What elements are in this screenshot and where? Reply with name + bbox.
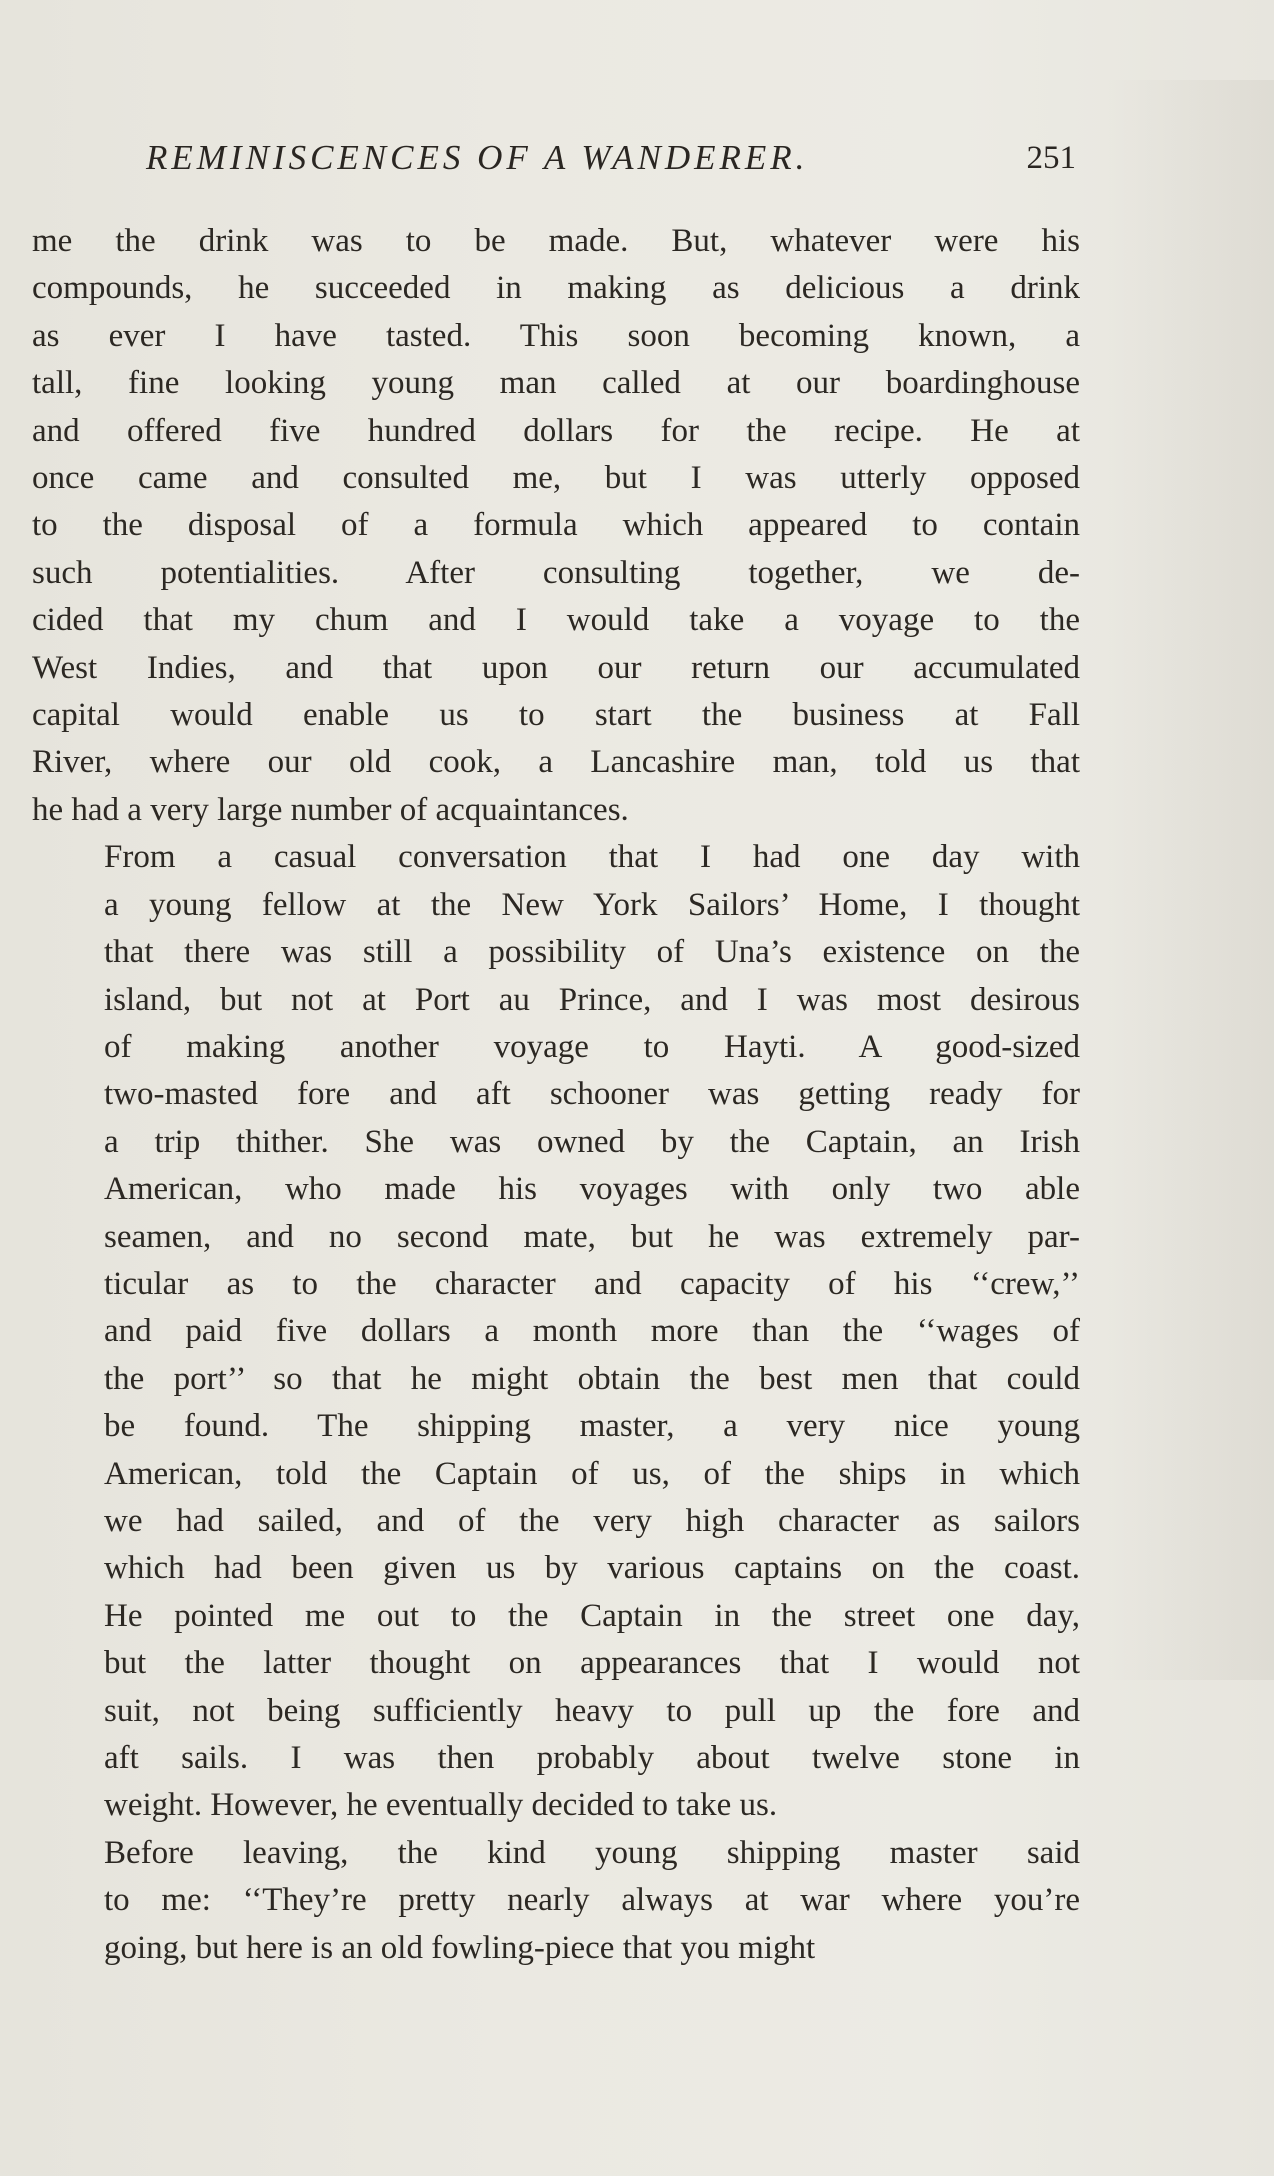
running-title: REMINISCENCES OF A WANDERER.: [146, 138, 809, 177]
text-line: as ever I have tasted. This soon becoming known, a: [32, 317, 1080, 354]
text-line: and offered five hundred dollars for the recipe. He at: [32, 412, 1080, 449]
text-line: compounds, he succeeded in making as delicious a drink: [32, 270, 1080, 307]
text-line: of making another voyage to Hayti. A good-sized: [104, 1028, 1080, 1065]
text-line: aft sails. I was then probably about twelve stone in: [104, 1740, 1080, 1776]
text-line: me the drink was to be made. But, whatever were his: [32, 223, 1080, 259]
text-line: to me: ‘‘They’re pretty nearly always at war where you’re: [104, 1882, 1080, 1919]
text-line: to the disposal of a formula which appeared to contain: [32, 507, 1080, 544]
body-text: [32, 218, 1080, 1972]
text-line: two-masted fore and aft schooner was getting ready for: [104, 1076, 1080, 1113]
page-header: [146, 138, 1076, 184]
text-line: which had been given us by various captains on the coast.: [104, 1550, 1080, 1587]
text-line: going, but here is an old fowling-piece that you might: [104, 1929, 816, 1966]
text-line: we had sailed, and of the very high character as sailors: [104, 1502, 1080, 1539]
text-line: a trip thither. She was owned by the Captain, an Irish: [104, 1123, 1080, 1160]
text-line: the port’’ so that he might obtain the best men that could: [104, 1360, 1080, 1397]
text-line: He pointed me out to the Captain in the street one day,: [104, 1597, 1080, 1634]
text-line: suit, not being sufficiently heavy to pull up the fore and: [104, 1692, 1080, 1729]
text-line: West Indies, and that upon our return our accumulated: [32, 649, 1080, 686]
text-line: but the latter thought on appearances that I would not: [104, 1645, 1080, 1682]
text-line: ticular as to the character and capacity of his ‘‘crew,’’: [104, 1265, 1080, 1302]
text-line: and paid five dollars a month more than the ‘‘wages of: [104, 1313, 1080, 1350]
page-number: 251: [1026, 140, 1076, 176]
text-line: island, but not at Port au Prince, and I was most desirous: [104, 981, 1080, 1018]
text-line: once came and consulted me, but I was utterly opposed: [32, 460, 1080, 497]
show-through-shadow: [1104, 80, 1274, 1680]
text-line: weight. However, he eventually decided to take us.: [104, 1787, 778, 1824]
paragraph: [32, 218, 1080, 834]
text-line: a young fellow at the New York Sailors’ Home, I thought: [104, 886, 1080, 923]
text-line: capital would enable us to start the business at Fall: [32, 697, 1080, 734]
text-line: American, who made his voyages with only two able: [104, 1171, 1080, 1208]
text-line: cided that my chum and I would take a voyage to the: [32, 602, 1080, 639]
text-line: be found. The shipping master, a very nice young: [104, 1408, 1080, 1445]
paragraph: [32, 834, 1080, 1830]
text-line: such potentialities. After consulting together, we de-: [32, 554, 1080, 591]
text-line: tall, fine looking young man called at our boardinghouse: [32, 365, 1080, 402]
text-line: that there was still a possibility of Una’s existence on the: [104, 934, 1080, 971]
text-line: River, where our old cook, a Lancashire man, told us that: [32, 744, 1080, 781]
text-line: Before leaving, the kind young shipping master said: [104, 1834, 1080, 1871]
text-line: he had a very large number of acquaintances.: [32, 791, 629, 828]
text-line: seamen, and no second mate, but he was extremely par-: [104, 1218, 1080, 1255]
paragraph: [32, 1830, 1080, 1972]
text-line: From a casual conversation that I had one day with: [104, 839, 1080, 876]
text-line: American, told the Captain of us, of the ships in which: [104, 1455, 1080, 1492]
